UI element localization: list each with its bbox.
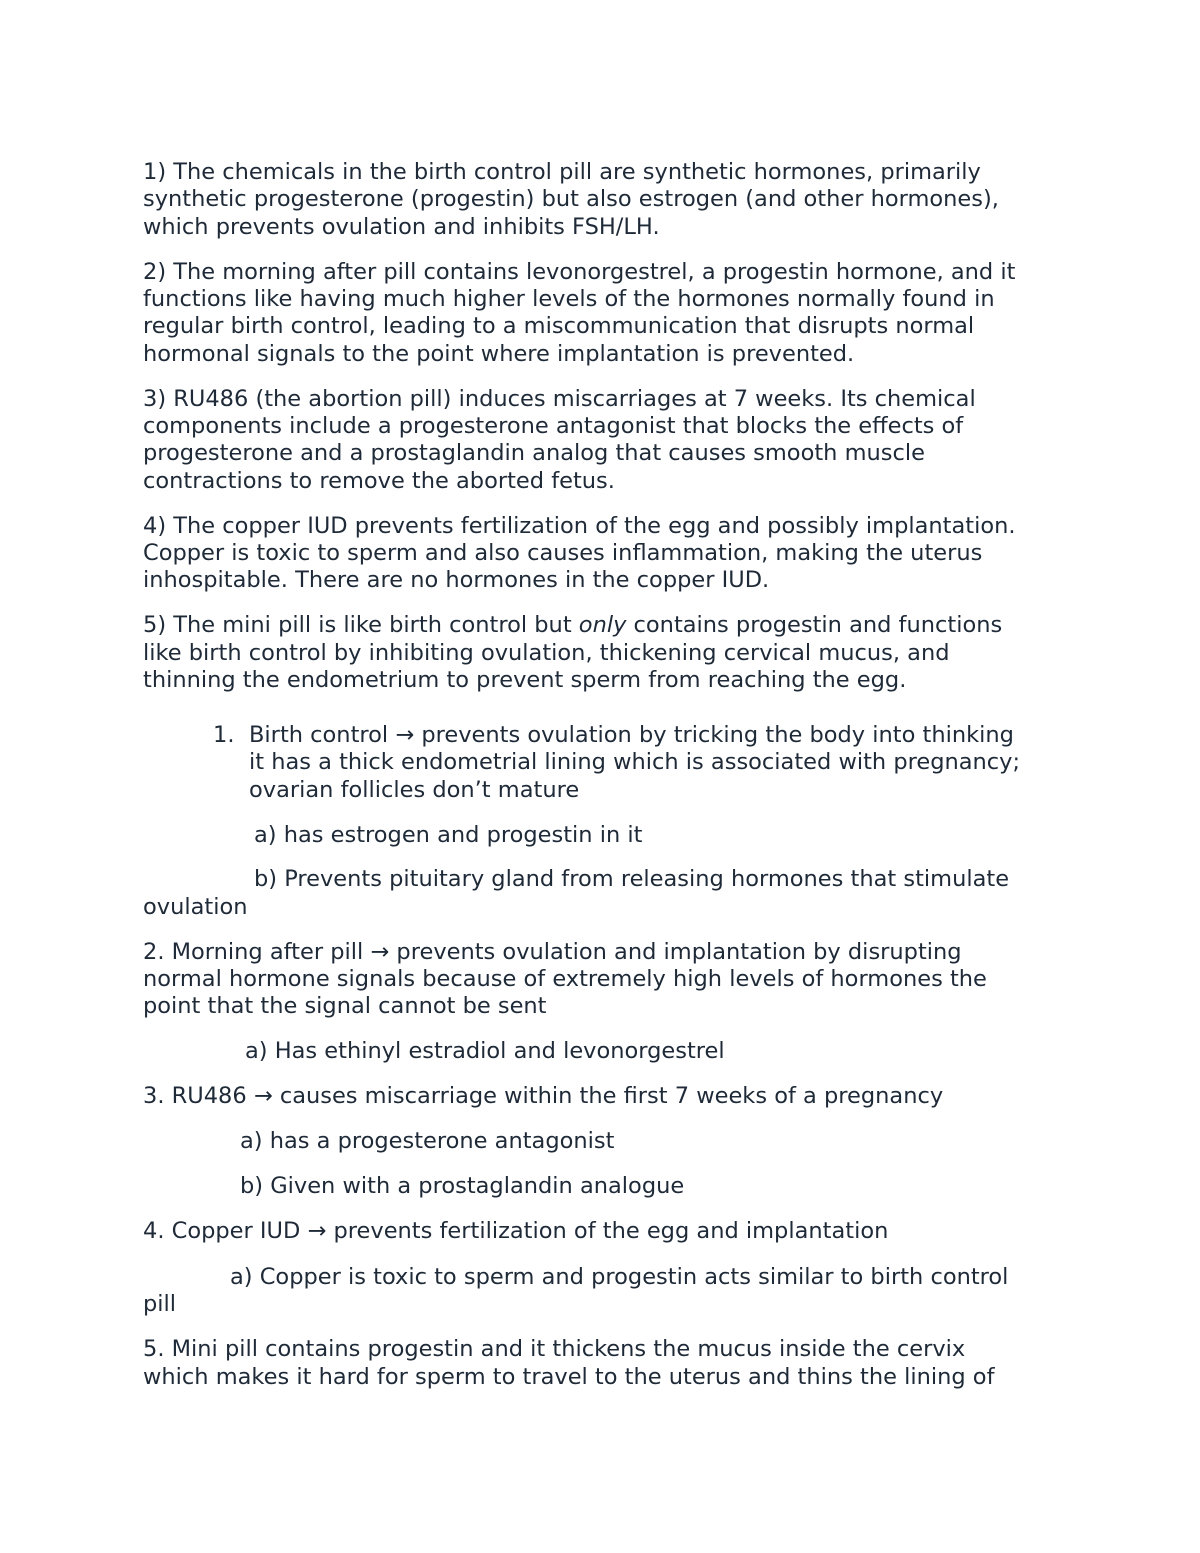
list-item-3-sub-b: b) Given with a prostaglandin analogue [240, 1173, 685, 1199]
list-item-2-line-2: normal hormone signals because of extremely high levels of hormones the [143, 966, 987, 992]
paragraph-3-line-2: components include a progesterone antagonist that blocks the effects of [143, 413, 964, 439]
paragraph-2-line-4: hormonal signals to the point where implantation is prevented. [143, 341, 855, 367]
list-item-3-line-1: 3. RU486 → causes miscarriage within the first 7 weeks of a pregnancy [143, 1083, 944, 1109]
list-item-1-sub-a: a) has estrogen and progestin in it [254, 822, 643, 848]
list-item-4-sub-a-line-1: a) Copper is toxic to sperm and progestin acts similar to birth control [230, 1264, 1009, 1290]
paragraph-4-line-2: Copper is toxic to sperm and also causes inflammation, making the uterus [143, 540, 983, 566]
list-item-4-sub-a-line-2: pill [143, 1291, 177, 1317]
paragraph-5-line-1 [143, 612, 1002, 639]
paragraph-1-line-1: 1) The chemicals in the birth control pill are synthetic hormones, primarily [143, 159, 981, 185]
list-item-1-sub-b-line-1: b) Prevents pituitary gland from releasing hormones that stimulate [254, 866, 1010, 892]
paragraph-4-line-3: inhospitable. There are no hormones in the copper IUD. [143, 567, 770, 593]
list-item-5-line-1: 5. Mini pill contains progestin and it thickens the mucus inside the cervix [143, 1336, 966, 1362]
list-item-1-line-3: ovarian follicles don’t mature [249, 777, 580, 803]
list-item-2-sub-a: a) Has ethinyl estradiol and levonorgestrel [245, 1038, 725, 1064]
list-item-1-sub-b-line-2: ovulation [143, 894, 248, 920]
paragraph-5-line-1-end: contains progestin and functions [626, 612, 1003, 638]
paragraph-1-line-3: which prevents ovulation and inhibits FSH/LH. [143, 214, 660, 240]
list-item-2-line-3: point that the signal cannot be sent [143, 993, 547, 1019]
paragraph-5-emphasis: only [578, 612, 627, 638]
paragraph-2-line-2: functions like having much higher levels of the hormones normally found in [143, 286, 995, 312]
list-item-2-line-1: 2. Morning after pill → prevents ovulation and implantation by disrupting [143, 939, 962, 965]
list-item-1-marker: 1. [213, 722, 235, 748]
paragraph-5-line-1-start: 5) The mini pill is like birth control but [143, 612, 579, 638]
paragraph-5-line-3: thinning the endometrium to prevent sperm from reaching the egg. [143, 667, 907, 693]
paragraph-3-line-1: 3) RU486 (the abortion pill) induces miscarriages at 7 weeks. Its chemical [143, 386, 976, 412]
paragraph-3-line-3: progesterone and a prostaglandin analog that causes smooth muscle [143, 440, 925, 466]
paragraph-4-line-1: 4) The copper IUD prevents fertilization of the egg and possibly implantation. [143, 513, 1016, 539]
paragraph-3-line-4: contractions to remove the aborted fetus. [143, 468, 615, 494]
paragraph-5-line-2: like birth control by inhibiting ovulation, thickening cervical mucus, and [143, 640, 950, 666]
list-item-4-line-1: 4. Copper IUD → prevents fertilization of the egg and implantation [143, 1218, 889, 1244]
list-item-1-line-1: Birth control → prevents ovulation by tricking the body into thinking [249, 722, 1014, 748]
list-item-3-sub-a: a) has a progesterone antagonist [240, 1128, 615, 1154]
list-item-1-line-2: it has a thick endometrial lining which is associated with pregnancy; [249, 749, 1021, 775]
paragraph-1-line-2: synthetic progesterone (progestin) but also estrogen (and other hormones), [143, 186, 999, 212]
paragraph-2-line-3: regular birth control, leading to a miscommunication that disrupts normal [143, 313, 975, 339]
list-item-5-line-2: which makes it hard for sperm to travel to the uterus and thins the lining of [143, 1364, 995, 1390]
paragraph-2-line-1: 2) The morning after pill contains levonorgestrel, a progestin hormone, and it [143, 259, 1016, 285]
